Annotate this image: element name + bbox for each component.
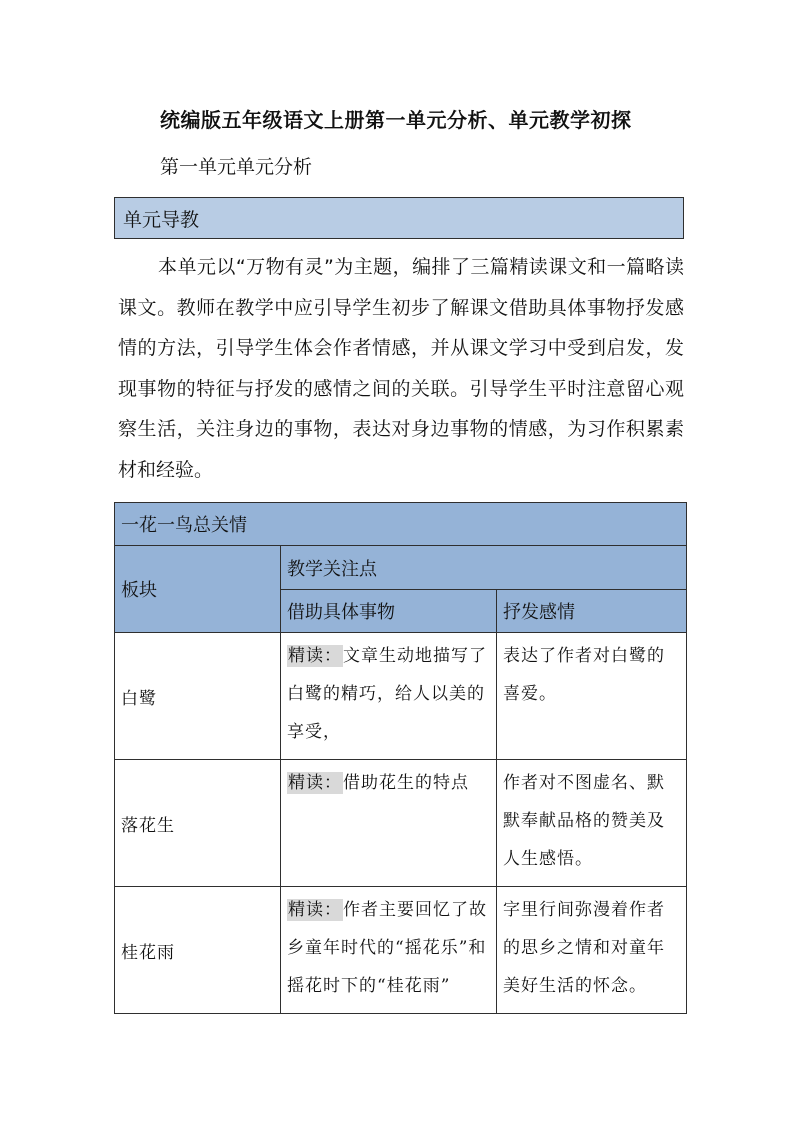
row-emotion-text: 作者对不图虚名、默默奉献品格的赞美及人生感悟。 (503, 773, 665, 869)
row-name-cell (115, 887, 281, 1014)
row-focus-text: 作者主要回忆了故乡童年时代的“摇花乐”和摇花时下的“桂花雨” (287, 900, 487, 996)
header-block-cell (115, 546, 281, 633)
row-focus-cell (281, 760, 497, 887)
row-name: 白鹭 (121, 688, 157, 709)
unit-guide-heading: 单元导教 (123, 208, 200, 231)
row-emotion-cell (497, 887, 687, 1014)
row-emotion-text: 字里行间弥漫着作者的思乡之情和对童年美好生活的怀念。 (503, 900, 665, 996)
header-focus: 教学关注点 (287, 558, 377, 580)
table-row (115, 633, 687, 760)
row-emotion-cell (497, 760, 687, 887)
table-row (115, 760, 687, 887)
table-title-cell (115, 503, 687, 546)
header-col1-cell (281, 590, 497, 633)
reading-type-tag: 精读： (288, 773, 342, 793)
header-col1: 借助具体事物 (287, 602, 395, 623)
header-block: 板块 (121, 580, 157, 601)
table-row (115, 887, 687, 1014)
header-focus-cell (281, 546, 687, 590)
document-title: 统编版五年级语文上册第一单元分析、单元教学初探 (160, 108, 632, 132)
row-focus-text: 借助花生的特点 (343, 773, 469, 793)
row-name: 桂花雨 (121, 942, 175, 963)
row-name: 落花生 (121, 815, 175, 836)
row-focus-cell (281, 887, 497, 1014)
unit-guide-paragraph: 本单元以“万物有灵”为主题，编排了三篇精读课文和一篇略读课文。教师在教学中应引导学生初步了解课文借助具体事物抒发感情的方法，引导学生体会作者情感，并从课文学习中受到启发，发现事物的特征与抒发的感情之间的关联。引导学生平时注意留心观察生活，关注身边的事物，表达对身边事物的情感，为习作积累素材和经验。 (118, 256, 684, 481)
document-subtitle: 第一单元单元分析 (160, 156, 313, 178)
reading-type-tag: 精读： (288, 900, 342, 920)
row-focus-cell (281, 633, 497, 760)
header-col2-cell (497, 590, 687, 633)
row-emotion-cell (497, 633, 687, 760)
row-focus-text: 文章生动地描写了白鹭的精巧，给人以美的享受， (287, 646, 487, 742)
row-name-cell (115, 633, 281, 760)
reading-type-tag: 精读： (288, 646, 342, 666)
row-emotion-text: 表达了作者对白鹭的喜爱。 (503, 646, 665, 704)
header-col2: 抒发感情 (503, 602, 575, 623)
table-title-row (115, 503, 687, 546)
unit-guide-heading-box (114, 197, 684, 239)
row-name-cell (115, 760, 281, 887)
teaching-focus-table (114, 502, 687, 1014)
table-title: 一花一鸟总关情 (121, 515, 247, 536)
table-header-row-1 (115, 546, 687, 590)
